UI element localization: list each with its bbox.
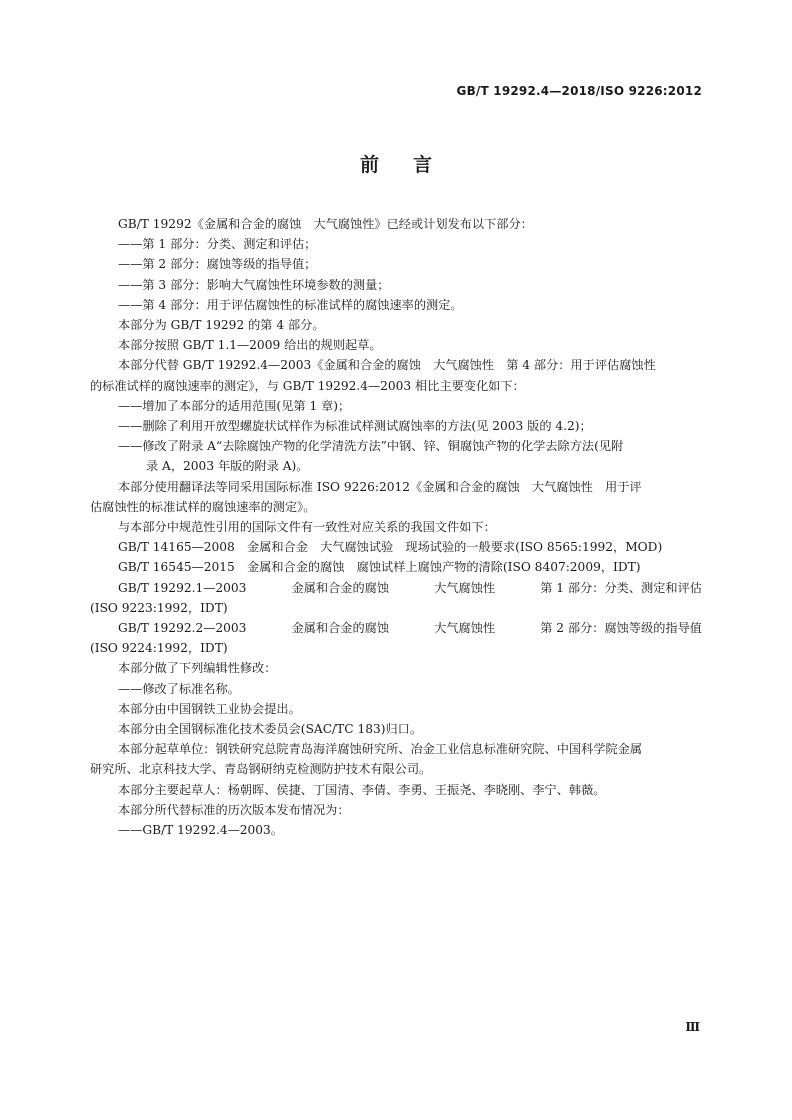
list-item: ——修改了标准名称。 [118, 681, 240, 696]
reference-item [90, 578, 702, 598]
reference-title: 金属和合金的腐蚀 [291, 580, 390, 595]
reference-item: GB/T 14165—2008 金属和合金 大气腐蚀试验 现场试验的一般要求(ISO 8565:1992，MOD) [118, 540, 663, 555]
reference-continuation: (ISO 9223:1992，IDT) [90, 600, 228, 615]
foreword-body [90, 214, 702, 840]
list-item: ——第 3 部分：影响大气腐蚀性环境参数的测量； [118, 277, 390, 292]
reference-title: 大气腐蚀性 [434, 621, 496, 636]
page-number: Ⅲ [685, 1020, 700, 1034]
paragraph: 本部分按照 GB/T 1.1—2009 给出的规则起草。 [118, 338, 382, 353]
list-item-continuation: 录 A，2003 年版的附录 A)。 [146, 459, 309, 474]
reference-item [90, 618, 702, 638]
paragraph-continuation: 研究所、北京科技大学、青岛钢研纳克检测防护技术有限公司。 [90, 762, 432, 777]
paragraph-continuation: 估腐蚀性的标准试样的腐蚀速率的测定》。 [90, 499, 316, 514]
reference-title: 第 1 部分：分类、测定和评估 [540, 580, 702, 595]
list-item: ——第 4 部分：用于评估腐蚀性的标准试样的腐蚀速率的测定。 [118, 297, 463, 312]
reference-title: 金属和合金的腐蚀 [291, 621, 390, 636]
paragraph: 本部分主要起草人：杨朝晖、侯捷、丁国清、李倩、李勇、王振尧、李晓刚、李宁、韩薇。 [118, 782, 606, 797]
paragraph: 本部分由全国钢标准化技术委员会(SAC/TC 183)归口。 [118, 722, 423, 737]
paragraph: 本部分做了下列编辑性修改： [118, 661, 277, 676]
paragraph: GB/T 19292《金属和合金的腐蚀 大气腐蚀性》已经或计划发布以下部分： [118, 217, 533, 231]
list-item: ——删除了利用开放型螺旋状试样作为标准试样测试腐蚀率的方法(见 2003 版的 4.2)； [118, 419, 592, 434]
page-title: 前言 [359, 154, 466, 176]
paragraph: 本部分由中国钢铁工业协会提出。 [118, 701, 301, 716]
paragraph: 本部分为 GB/T 19292 的第 4 部分。 [118, 318, 325, 333]
list-item: ——修改了附录 A“去除腐蚀产物的化学清洗方法”中钢、锌、铜腐蚀产物的化学去除方法(见附 [118, 439, 624, 454]
paragraph: 与本部分中规范性引用的国际文件有一致性对应关系的我国文件如下： [118, 520, 496, 535]
list-item: ——第 2 部分：腐蚀等级的指导值； [118, 257, 317, 272]
paragraph: 本部分使用翻译法等同采用国际标准 ISO 9226:2012《金属和合金的腐蚀 大气腐蚀性 用于评 [118, 479, 642, 494]
reference-item: GB/T 16545—2015 金属和合金的腐蚀 腐蚀试样上腐蚀产物的清除(ISO 8407:2009，IDT) [118, 560, 641, 575]
reference-code: GB/T 19292.2—2003 [118, 621, 247, 636]
list-item: ——GB/T 19292.4—2003。 [118, 823, 283, 838]
paragraph-continuation: 的标准试样的腐蚀速率的测定》，与 GB/T 19292.4—2003 相比主要变化如下： [90, 378, 525, 393]
reference-continuation: (ISO 9224:1992，IDT) [90, 641, 228, 656]
reference-title: 大气腐蚀性 [434, 580, 496, 595]
list-item: ——增加了本部分的适用范围(见第 1 章)； [118, 398, 351, 413]
paragraph: 本部分所代替标准的历次版本发布情况为： [118, 802, 350, 817]
reference-code: GB/T 19292.1—2003 [118, 580, 247, 595]
reference-title: 第 2 部分：腐蚀等级的指导值 [540, 621, 702, 636]
paragraph: 本部分代替 GB/T 19292.4—2003《金属和合金的腐蚀 大气腐蚀性 第 4 部分：用于评估腐蚀性 [118, 358, 656, 373]
standard-code-header: GB/T 19292.4—2018/ISO 9226:2012 [456, 84, 702, 98]
paragraph: 本部分起草单位：钢铁研究总院青岛海洋腐蚀研究所、冶金工业信息标准研究院、中国科学院金属 [118, 742, 643, 757]
list-item: ——第 1 部分：分类、测定和评估； [118, 237, 317, 252]
